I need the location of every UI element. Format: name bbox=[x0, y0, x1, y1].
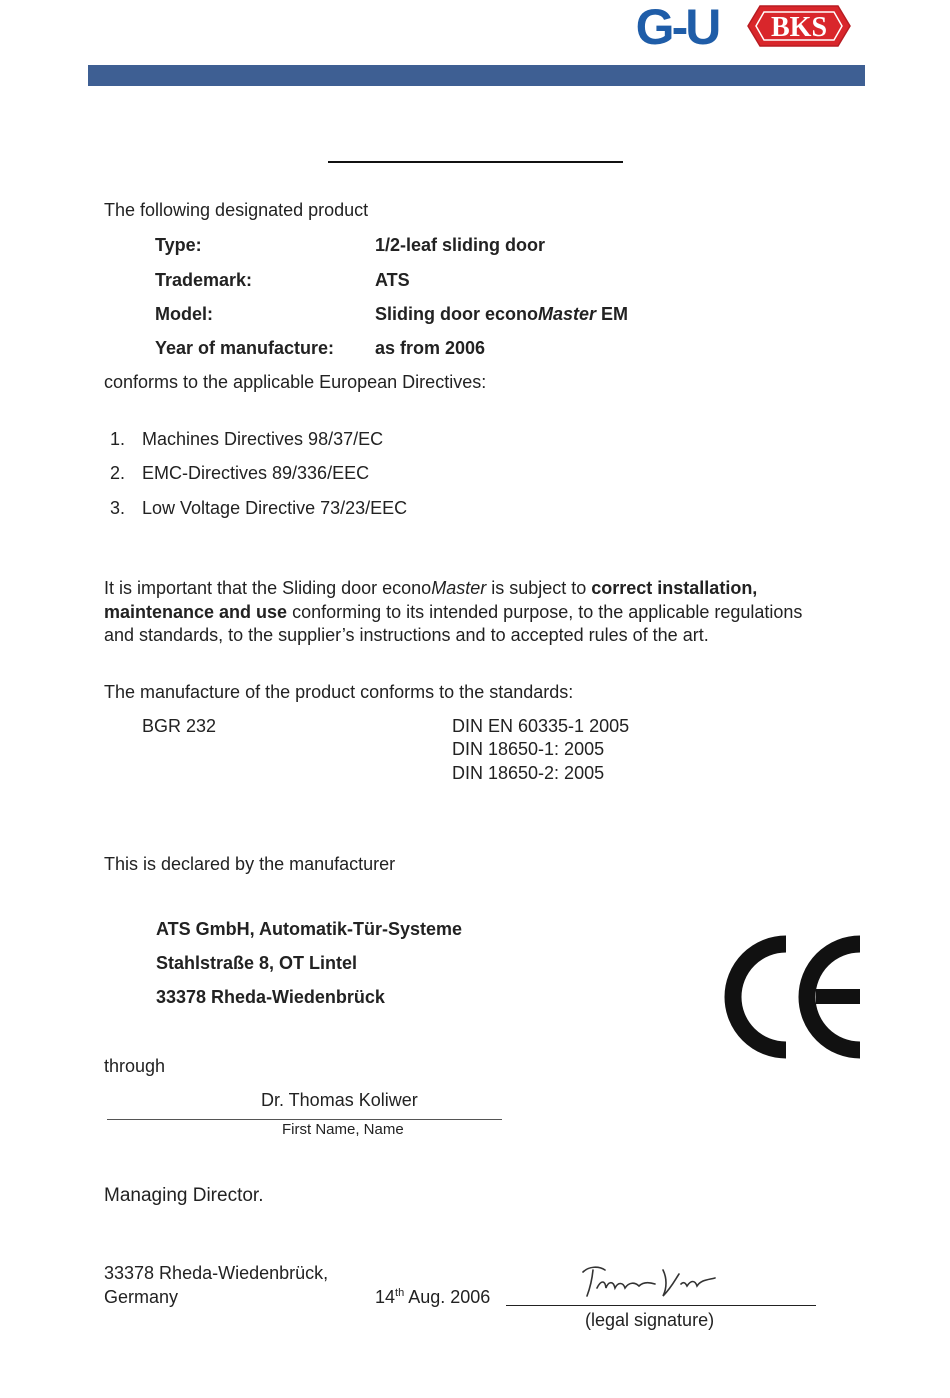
model-label: Model: bbox=[155, 304, 213, 324]
model-value: Sliding door econoMaster EM bbox=[375, 304, 629, 324]
trademark-value: ATS bbox=[375, 270, 410, 290]
header-bar bbox=[88, 65, 865, 86]
svg-text:G-U: G-U bbox=[635, 0, 719, 52]
svg-text:CE: CE bbox=[724, 932, 726, 933]
trademark-label: Trademark: bbox=[155, 270, 253, 290]
name-underline bbox=[107, 1119, 502, 1120]
gu-logo bbox=[627, 0, 727, 52]
directive-item: Machines Directives 98/37/EC bbox=[142, 429, 384, 449]
directive-item: Low Voltage Directive 73/23/EEC bbox=[142, 498, 408, 518]
type-label: Type: bbox=[155, 235, 202, 255]
signature-caption: (legal signature) bbox=[585, 1310, 715, 1330]
standard-item: DIN 18650-2: 2005 bbox=[452, 763, 605, 783]
svg-text:BKS: BKS bbox=[770, 12, 828, 43]
directive-num: 2. bbox=[110, 463, 126, 483]
signature-line bbox=[506, 1305, 816, 1306]
year-value: as from 2006 bbox=[375, 338, 486, 358]
position-text: Managing Director. bbox=[104, 1185, 264, 1206]
signatory-name: Dr. Thomas Koliwer bbox=[261, 1090, 418, 1110]
conforms-text: conforms to the applicable European Directives: bbox=[104, 372, 487, 392]
important-line-1: It is important that the Sliding door econoMaster is subject to correct installation, bbox=[104, 578, 758, 598]
manufacturer-line: Stahlstraße 8, OT Lintel bbox=[156, 953, 358, 973]
manufacturer-line: 33378 Rheda-Wiedenbrück bbox=[156, 987, 385, 1007]
ce-mark-icon bbox=[724, 932, 864, 1062]
title-underline bbox=[328, 161, 623, 163]
important-line-3: and standards, to the supplier’s instructions and to accepted rules of the art. bbox=[104, 625, 709, 645]
intro-text: The following designated product bbox=[104, 200, 369, 220]
directive-item: EMC-Directives 89/336/EEC bbox=[142, 463, 370, 483]
important-line-2: maintenance and use conforming to its intended purpose, to the applicable regulations bbox=[104, 602, 803, 622]
date-text: 14th Aug. 2006 bbox=[375, 1287, 491, 1307]
handwritten-signature bbox=[575, 1258, 735, 1302]
standard-item: DIN 18650-1: 2005 bbox=[452, 739, 605, 759]
through-text: through bbox=[104, 1056, 166, 1076]
directive-num: 3. bbox=[110, 498, 126, 518]
type-value: 1/2-leaf sliding door bbox=[375, 235, 546, 255]
manufacturer-line: ATS GmbH, Automatik-Tür-Systeme bbox=[156, 919, 463, 939]
standard-left: BGR 232 bbox=[142, 716, 217, 736]
bks-logo bbox=[744, 2, 854, 50]
declared-text: This is declared by the manufacturer bbox=[104, 854, 396, 874]
name-caption: First Name, Name bbox=[282, 1121, 404, 1138]
standard-item: DIN EN 60335-1 2005 bbox=[452, 716, 630, 736]
directive-num: 1. bbox=[110, 429, 126, 449]
standards-intro: The manufacture of the product conforms to the standards: bbox=[104, 682, 574, 702]
place-line: 33378 Rheda-Wiedenbrück, bbox=[104, 1263, 329, 1283]
year-label: Year of manufacture: bbox=[155, 338, 335, 358]
place-line: Germany bbox=[104, 1287, 179, 1307]
